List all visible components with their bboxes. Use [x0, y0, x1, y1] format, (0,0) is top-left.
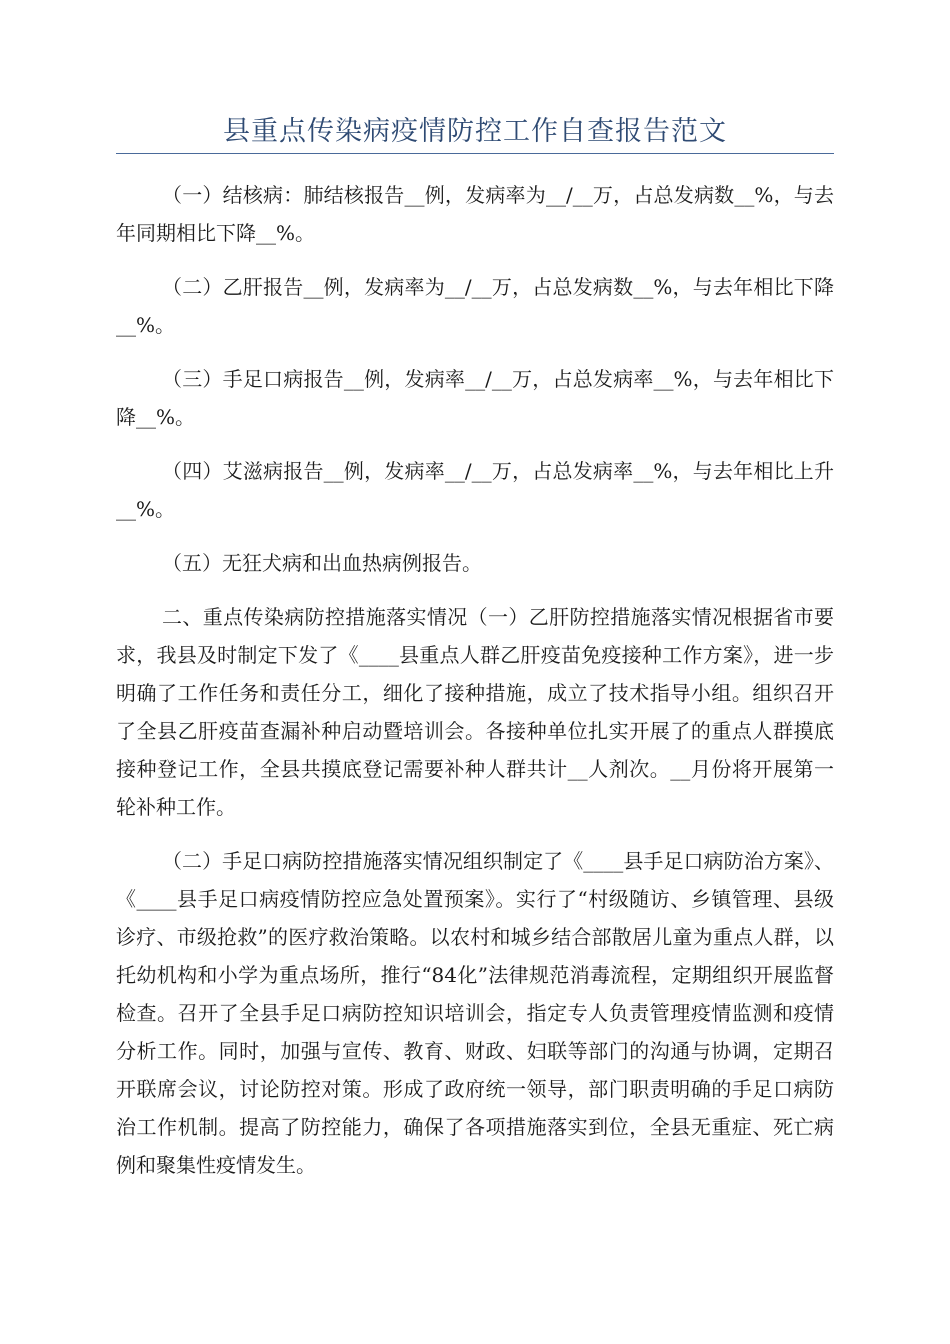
paragraph-hand-foot-mouth: （三）手足口病报告__例，发病率__/__万，占总发病率__%，与去年相比下降__%。: [116, 367, 834, 429]
paragraph-tuberculosis: （一）结核病：肺结核报告__例，发病率为__/__万，占总发病数__%，与去年同期相比下降__%。: [116, 183, 834, 245]
document-title: 县重点传染病疫情防控工作自查报告范文: [223, 116, 727, 147]
paragraph-hepatitis-b-measures: 二、重点传染病防控措施落实情况（一）乙肝防控措施落实情况根据省市要求，我县及时制定下发了《____县重点人群乙肝疫苗免疫接种工作方案》，进一步明确了工作任务和责任分工，细化了接种措施，成立了技术指导小组。组织召开了全县乙肝疫苗查漏补种启动暨培训会。各接种单位扎实开展了的重点人群摸底接种登记工作，全县共摸底登记需要补种人群共计__人剂次。__月份将开展第一轮补种工作。: [116, 605, 834, 819]
paragraph-hfmd-measures: （二）手足口病防控措施落实情况组织制定了《____县手足口病防治方案》、《____县手足口病疫情防控应急处置预案》。实行了“村级随访、乡镇管理、县级诊疗、市级抢救”的医疗救治策略。以农村和城乡结合部散居儿童为重点人群，以托幼机构和小学为重点场所，推行“84化”法律规范消毒流程，定期组织开展监督检查。召开了全县手足口病防控知识培训会，指定专人负责管理疫情监测和疫情分析工作。同时，加强与宣传、教育、财政、妇联等部门的沟通与协调，定期召开联席会议，讨论防控对策。形成了政府统一领导，部门职责明确的手足口病防治工作机制。提高了防控能力，确保了各项措施落实到位，全县无重症、死亡病例和聚集性疫情发生。: [116, 849, 834, 1177]
paragraph-rabies-hemorrhagic: （五）无狂犬病和出血热病例报告。: [162, 551, 482, 575]
paragraph-aids: （四）艾滋病报告__例，发病率__/__万，占总发病率__%，与去年相比上升__%。: [116, 459, 834, 521]
paragraph-hepatitis-b: （二）乙肝报告__例，发病率为__/__万，占总发病数__%，与去年相比下降__%。: [116, 275, 834, 337]
title-underline: [116, 153, 834, 154]
document-body: [116, 176, 834, 1200]
